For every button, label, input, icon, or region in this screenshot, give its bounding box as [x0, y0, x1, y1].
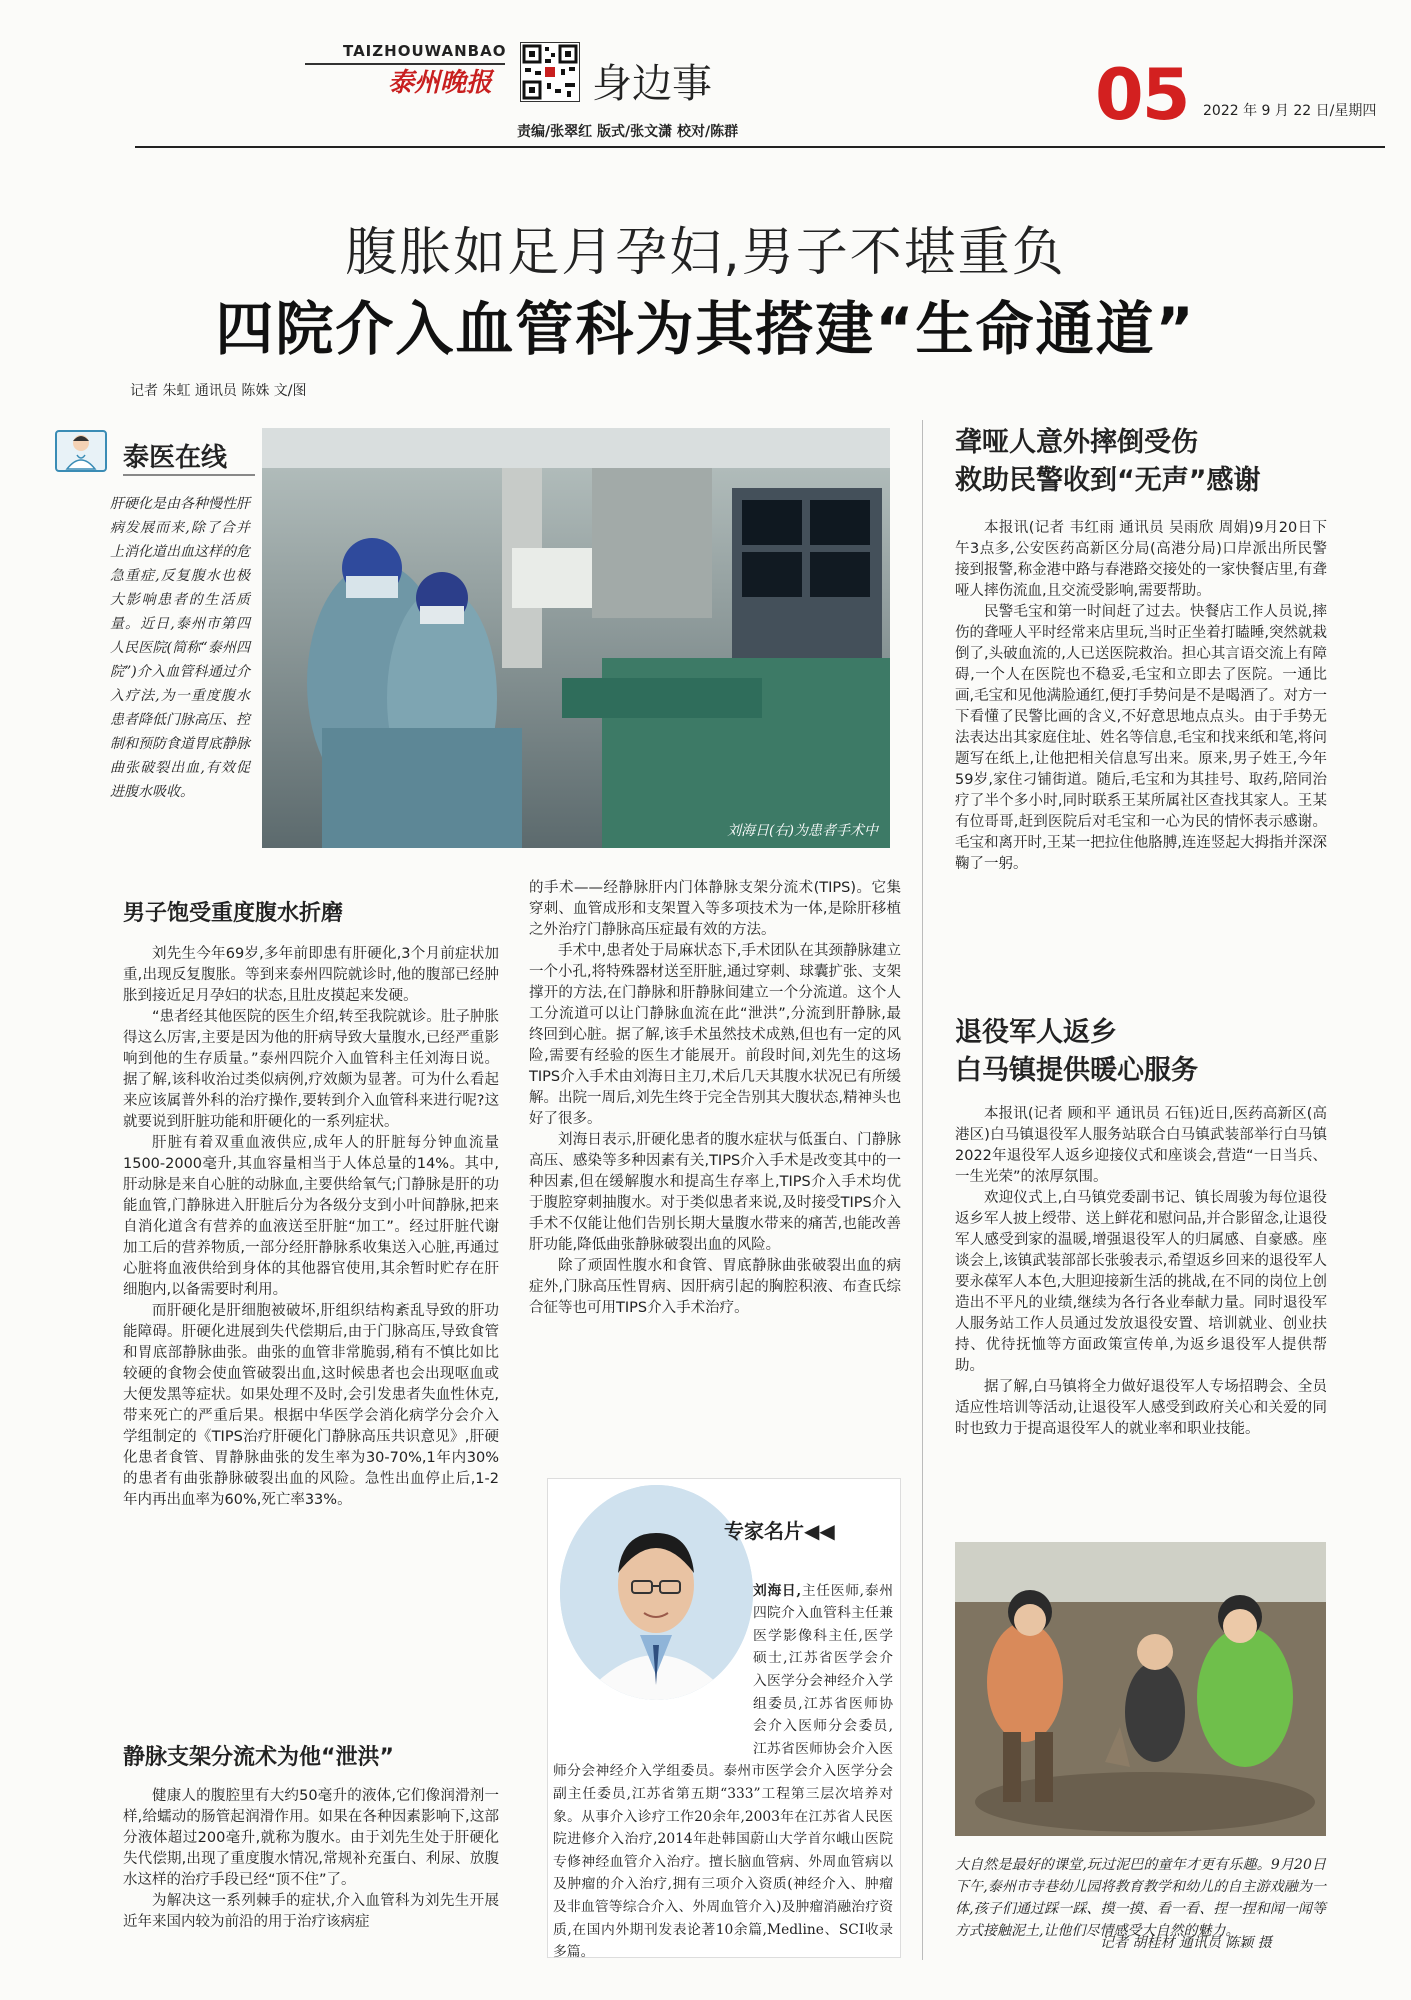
column1-body	[123, 944, 499, 1511]
story-c-headline-2: 白马镇提供暖心服务	[955, 1055, 1198, 1086]
issue-date: 2022 年 9 月 22 日/星期四	[1203, 103, 1377, 119]
kids-mud-play-photo	[955, 1542, 1326, 1836]
story-c-body	[955, 1104, 1327, 1440]
paragraph: 健康人的腹腔里有大约50毫升的液体,它们像润滑剂一样,给蠕动的肠管起润滑作用。如果在各种因素影响下,这部分液体超过200毫升,就称为腹水。由于刘先生处于肝硬化失代偿期,出现了重度腹水情况,常规补充蛋白、利尿、放腹水这样的治疗手段已经“顶不住”了。	[123, 1788, 499, 1888]
paragraph: 手术中,患者处于局麻状态下,手术团队在其颈静脉建立一个小孔,将特殊器材送至肝脏,通过穿刺、球囊扩张、支架撑开的方法,在门静脉和肝静脉间建立一个分流道。这个人工分流道可以让门静脉血流在此“泄洪”,分流到肝静脉,最终回到心脏。据了解,该手术虽然技术成熟,但也有一定的风险,需要有经验的医生才能展开。前段时间,刘先生的这场TIPS介入手术由刘海日主刀,术后几天其腹水状况已有所缓解。出院一周后,刘先生终于完全告别其大腹状态,精神头也好了很多。	[529, 943, 901, 1127]
kids-photo-credit: 记者 胡桂材 通讯员 陈颖 摄	[1100, 1935, 1272, 1951]
paragraph: “患者经其他医院的医生介绍,转至我院就诊。肚子肿胀得这么厉害,主要是因为他的肝病导致大量腹水,已经严重影响到他的生存质量。”泰州四院介入血管科主任刘海日说。据了解,该科收治过类似病例,疗效颇为显著。可为什么看起来应该属普外科的治疗操作,要转到介入血管科来进行呢?这就要说到肝脏功能和肝硬化的一系列症状。	[123, 1009, 499, 1130]
paragraph: 民警毛宝和第一时间赶了过去。快餐店工作人员说,摔伤的聋哑人平时经常来店里玩,当时正坐着打瞌睡,突然就栽倒了,头破血流的,人已送医院救治。担心其言语交流上有障碍,一个人在医院也不稳妥,毛宝和立即去了医院。一通比画,毛宝和见他满脸通红,便打手势问是不是喝酒了。对方一下看懂了民警比画的含义,不好意思地点点头。由于手势无法表达出其家庭住址、姓名等信息,毛宝和找来纸和笔,将问题写在纸上,让他把相关信息写出来。原来,男子姓王,今年59岁,家住刁铺街道。随后,毛宝和为其挂号、取药,陪同治疗了半个多小时,同时联系王某所属社区查找其家人。王某有位哥哥,赶到医院后对毛宝和一心为民的情怀表示感谢。毛宝和离开时,王某一把拉住他胳膊,连连竖起大拇指并深深鞠了一躬。	[955, 604, 1327, 872]
expert-name: 刘海日,	[753, 1582, 802, 1599]
story-b-headline-2: 救助民警收到“无声”感谢	[955, 465, 1261, 496]
column-tag: 泰医在线	[123, 443, 228, 473]
column-divider	[922, 420, 923, 1960]
paragraph: 的手术——经静脉肝内门体静脉支架分流术(TIPS)。它集穿刺、血管成形和支架置入等多项技术为一体,是除肝移植之外治疗门静脉高压症最有效的方法。	[529, 880, 901, 938]
masthead-english: TAIZHOUWANBAO	[343, 42, 507, 60]
doctor-icon	[55, 425, 107, 477]
story-c-headline-1: 退役军人返乡	[955, 1017, 1117, 1048]
paragraph: 为解决这一系列棘手的症状,介入血管科为刘先生开展近年来国内较为前沿的用于治疗该病症	[123, 1893, 499, 1930]
subhead-severe-ascites: 男子饱受重度腹水折磨	[123, 901, 344, 926]
editor-credits: 责编/张翠红 版式/张文潇 校对/陈群	[517, 124, 739, 140]
expert-profile-text	[553, 1557, 893, 1964]
column2-body	[529, 878, 901, 1319]
section-title: 身边事	[592, 61, 712, 107]
paragraph: 据了解,白马镇将全力做好退役军人专场招聘会、全员适应性培训等活动,让退役军人感受到政府关心和关爱的同时也致力于提高退役军人的就业率和职业技能。	[955, 1379, 1327, 1437]
paragraph: 刘海日表示,肝硬化患者的腹水症状与低蛋白、门静脉高压、感染等多种因素有关,TIPS介入手术是改变其中的一种因素,但在缓解腹水和提高生存率上,TIPS介入手术均优于腹腔穿刺抽腹水。对于类似患者来说,及时接受TIPS介入手术不仅能让他们告别长期大量腹水带来的痛苦,也能改善肝功能,降低曲张静脉破裂出血的风险。	[529, 1132, 901, 1253]
paragraph: 除了顽固性腹水和食管、胃底静脉曲张破裂出血的病症外,门脉高压性胃病、因肝病引起的胸腔积液、布查氏综合征等也可用TIPS介入手术治疗。	[529, 1258, 901, 1316]
paragraph: 刘先生今年69岁,多年前即患有肝硬化,3个月前症状加重,出现反复腹胀。等到来泰州四院就诊时,他的腹部已经肿胀到接近足月孕妇的状态,且肚皮摸起来发硬。	[123, 946, 499, 1004]
expert-bio: 主任医师,泰州四院介入血管科主任兼医学影像科主任,医学硕士,江苏省医学会介入医学分会神经介入学组委员,江苏省医师协会介入医师分会委员,江苏省医师协会介入医师分会神经介入学组委员。泰州市医学会介入医学分会副主任委员,江苏省第五期“333”工程第三层次培养对象。从事介入诊疗工作20余年,2003年在江苏省人民医院进修介入治疗,2014年赴韩国蔚山大学首尔峨山医院专修神经血管介入治疗。擅长脑血管病、外周血管病以及肿瘤的介入治疗,拥有三项介入资质(神经介入、肿瘤及非血管等综合介入、外周血管介入)及肿瘤消融治疗资质,在国内外期刊发表论著10余篇,Medline、SCI收录多篇。	[553, 1582, 893, 1961]
paragraph: 欢迎仪式上,白马镇党委副书记、镇长周骏为每位退役返乡军人披上绶带、送上鲜花和慰问品,并合影留念,让退役军人感受到家的温暖,增强退役军人的归属感、自豪感。座谈会上,该镇武装部部长张骏表示,希望返乡回来的退役军人要永葆军人本色,大胆迎接新生活的挑战,在不同的岗位上创造出不平凡的业绩,继续为各行各业奉献力量。同时退役军人服务站工作人员通过发放退役安置、培训就业、创业扶持、优待抚恤等方面政策宣传单,为返乡退役军人提供帮助。	[955, 1190, 1327, 1374]
page-number: 05	[1095, 54, 1189, 136]
subhead-stent-shunt: 静脉支架分流术为他“泄洪”	[123, 1745, 394, 1770]
surgery-photo-caption: 刘海日(右)为患者手术中	[727, 823, 878, 839]
paragraph: 肝脏有着双重血液供应,成年人的肝脏每分钟血流量1500-2000毫升,其血容量相当于人体总量的14%。其中,肝动脉是来自心脏的动脉血,主要供给氧气;门静脉是肝的功能血管,门静脉进入肝脏后分为各级分支到小叶间静脉,把来自消化道含有营养的血液送至肝脏“加工”。经过肝脏代谢加工后的营养物质,一部分经肝静脉系收集送入心脏,再通过心脏将血液供给到身体的其他器官使用,其余暂时贮存在肝细胞内,以备需要时利用。	[123, 1135, 499, 1298]
paragraph: 本报讯(记者 韦红雨 通讯员 吴雨欣 周娟)9月20日下午3点多,公安医药高新区分局(高港分局)口岸派出所民警接到报警,称金港中路与春港路交接处的一家快餐店里,有聋哑人摔伤流血,且交流受影响,需要帮助。	[955, 520, 1327, 599]
story-b-body	[955, 518, 1327, 875]
paragraph: 而肝硬化是肝细胞被破坏,肝组织结构紊乱导致的肝功能障碍。肝硬化进展到失代偿期后,由于门脉高压,导致食管和胃底部静脉曲张。曲张的血管非常脆弱,稍有不慎比如比较硬的食物会使血管破裂出血,这时候患者也会出现呕血或大便发黑等症状。如果处理不及时,会引发患者失血性休克,带来死亡的严重后果。根据中华医学会消化病学分会介入学组制定的《TIPS治疗肝硬化门静脉高压共识意见》,肝硬化患者食管、胃静脉曲张的发生率为30-70%,1年内30%的患者有曲张静脉破裂出血的风险。急性出血停止后,1-2年内再出血率为60%,死亡率33%。	[123, 1303, 499, 1508]
header-divider	[135, 146, 1385, 148]
main-byline: 记者 朱虹 通讯员 陈姝 文/图	[130, 383, 307, 399]
column-tag-underline	[123, 474, 255, 476]
main-headline-line1: 腹胀如足月孕妇,男子不堪重负	[345, 223, 1066, 283]
qr-code-icon	[520, 42, 580, 102]
story-intro: 肝硬化是由各种慢性肝病发展而来,除了合并上消化道出血这样的危急重症,反复腹水也极大影响患者的生活质量。近日,泰州市第四人民医院(简称“泰州四院”)介入血管科通过介入疗法,为一重度腹水患者降低门脉高压、控制和预防食道胃底静脉曲张破裂出血,有效促进腹水吸收。	[110, 496, 250, 800]
kids-photo-caption: 大自然是最好的课堂,玩过泥巴的童年才更有乐趣。9月20日下午,泰州市寺巷幼儿园将教育教学和幼儿的自主游戏融为一体,孩子们通过踩一踩、摸一摸、看一看、捏一捏和闻一闻等方式接触泥土,让他们尽情感受大自然的魅力。	[955, 1857, 1326, 1939]
masthead-logo: 泰州晚报	[388, 68, 493, 98]
column1b-body	[123, 1786, 499, 1933]
surgery-photo	[262, 428, 890, 848]
story-b-headline-1: 聋哑人意外摔倒受伤	[955, 427, 1198, 458]
expert-profile-heading: 专家名片◀◀	[724, 1519, 835, 1543]
paragraph: 本报讯(记者 顾和平 通讯员 石钰)近日,医药高新区(高港区)白马镇退役军人服务站联合白马镇武装部举行白马镇2022年退役军人返乡迎接仪式和座谈会,营造“一日当兵、一生光荣”的浓厚氛围。	[955, 1106, 1327, 1185]
main-headline-line2: 四院介入血管科为其搭建“生命通道”	[215, 295, 1196, 363]
